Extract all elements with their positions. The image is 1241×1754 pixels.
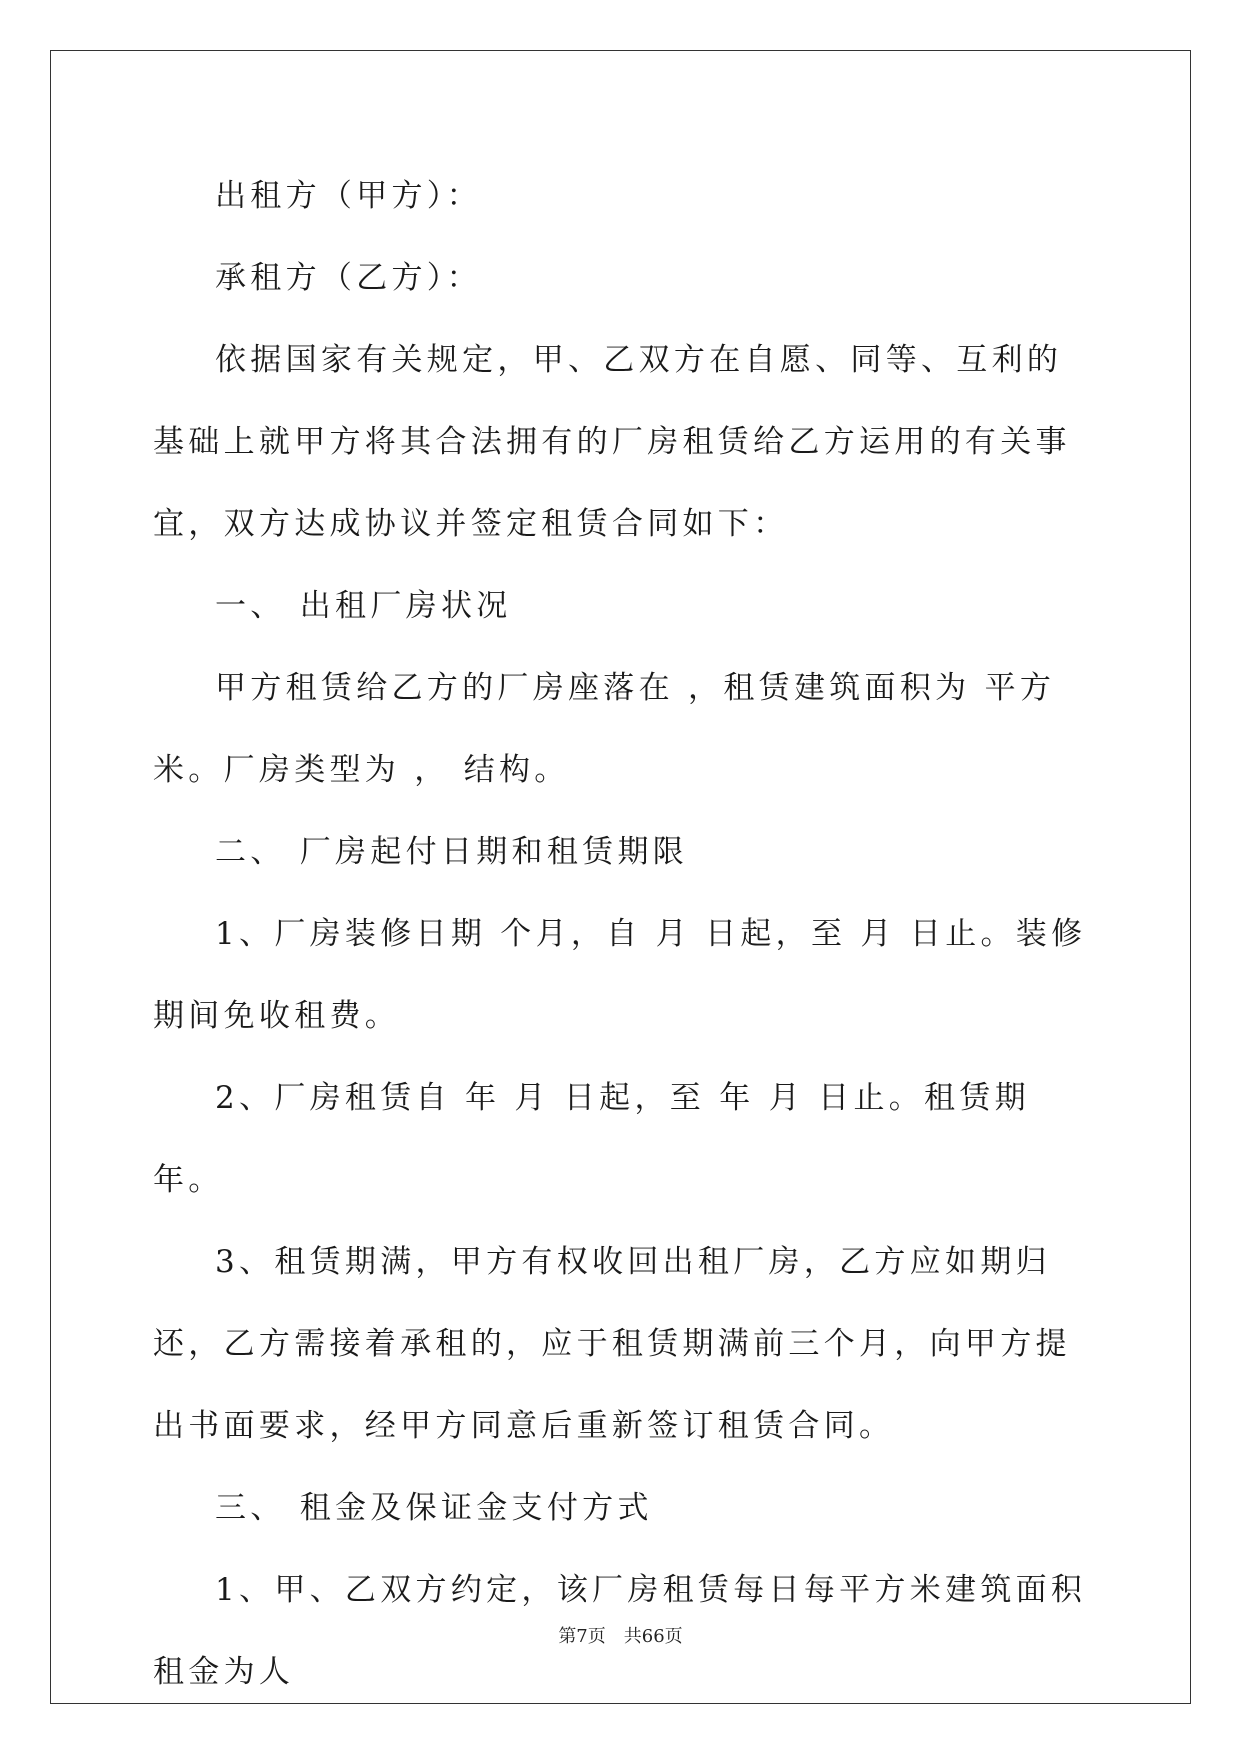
paragraph-lessor: 出租方（甲方）： (215, 178, 482, 214)
section-heading-3: 三、 租金及保证金支付方式 (215, 1490, 653, 1526)
paragraph-property-location: 甲方租赁给乙方的厂房座落在 ，租赁建筑面积为 平方米。厂房类型为 ， 结构。 (153, 670, 1056, 788)
paragraph-lease-renewal: 3、租赁期满，甲方有权收回出租厂房，乙方应如期归还，乙方需接着承租的，应于租赁期满前三个月，向甲方提出书面要求，经甲方同意后重新签订租赁合同。 (153, 1244, 1071, 1444)
section-heading-1: 一、 出租厂房状况 (215, 588, 512, 624)
page-number-footer: 第7页 共66页 (558, 1626, 683, 1647)
section-heading-2: 二、 厂房起付日期和租赁期限 (215, 834, 689, 870)
paragraph-lessee: 承租方（乙方）： (215, 260, 482, 296)
paragraph-lease-term: 2、厂房租赁自 年 月 日起，至 年 月 日止。租赁期 年。 (153, 1080, 1045, 1198)
paragraph-preamble: 依据国家有关规定，甲、乙双方在自愿、同等、互利的基础上就甲方将其合法拥有的厂房租赁给乙方运用的有关事宜，双方达成协议并签定租赁合同如下： (153, 342, 1071, 542)
paragraph-rent-amount: 1、甲、乙双方约定，该厂房租赁每日每平方米建筑面积租金为人 (153, 1572, 1087, 1690)
document-body (153, 155, 1088, 1713)
paragraph-renovation-period: 1、厂房装修日期 个月，自 月 日起，至 月 日止。装修期间免收租费。 (153, 916, 1087, 1034)
